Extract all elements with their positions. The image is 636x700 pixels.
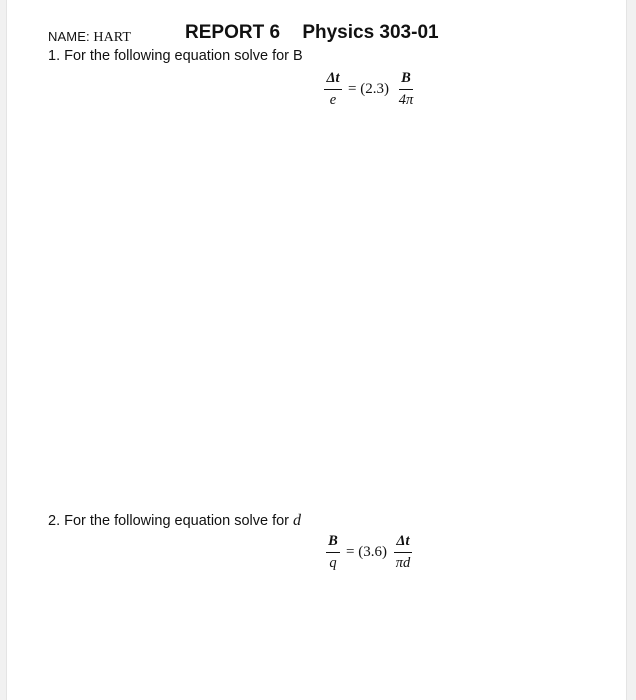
name-value: HART [93, 30, 132, 45]
question-1-prompt: 1. For the following equation solve for B [48, 48, 303, 64]
course-title: Physics 303-01 [302, 22, 439, 43]
question-2-prompt [48, 512, 301, 530]
q1-rhs-numerator: B [399, 71, 413, 90]
q2-rhs-fraction [390, 534, 416, 570]
q1-rhs-denominator: 4π [398, 91, 414, 108]
question-2-variable: d [293, 512, 301, 529]
q2-rhs-numerator: Δt [394, 534, 411, 553]
q1-lhs-fraction [322, 71, 344, 107]
q1-rhs-fraction [392, 71, 420, 107]
name-label: NAME: [48, 29, 90, 44]
question-2-equation [324, 530, 416, 574]
question-1-equation [322, 67, 420, 111]
q2-lhs-denominator: q [329, 554, 337, 571]
q2-lhs-numerator: B [326, 534, 340, 553]
name-field [48, 29, 131, 46]
q2-rhs-denominator: πd [395, 554, 411, 571]
report-number: REPORT 6 [185, 22, 281, 43]
q2-lhs-fraction [324, 534, 342, 570]
page-right-edge [626, 0, 636, 700]
q1-lhs-denominator: e [329, 91, 337, 108]
page-left-edge [0, 0, 7, 700]
question-2-text: 2. For the following equation solve for [48, 513, 289, 529]
q2-equals-coefficient: = (3.6) [346, 543, 387, 560]
report-title [185, 22, 439, 44]
q1-equals-coefficient: = (2.3) [348, 80, 389, 97]
q1-lhs-numerator: Δt [324, 71, 341, 90]
